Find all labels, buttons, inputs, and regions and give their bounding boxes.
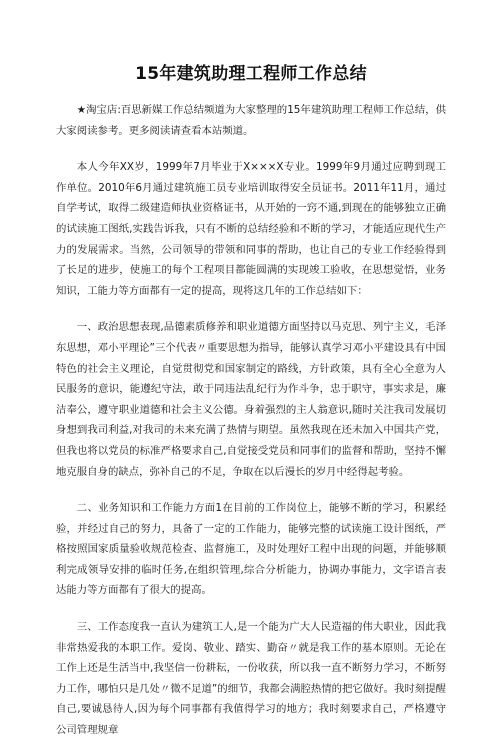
intro-paragraph: ★淘宝店:百思新媒工作总结频道为大家整理的15年建筑助理工程师工作总结，供大家阅读参考。更多阅读请查看本站频道。 — [56, 104, 446, 137]
business-section-paragraph: 二、业务知识和工作能力方面1在目前的工作岗位上，能够不断的学习，积累经验，并经过自己的努力，具备了一定的工作能力，能够完整的试读施工设计图纸，严格按照国家质量验收规范检查、监督施工，及时处理好工程中出现的问题，并能够顺利完成领导安排的临时任务,在组织管理,综合分析能力，协调办事能力，文字语言表达能力等方面都有了很大的提高。 — [56, 502, 446, 597]
attitude-section-paragraph: 三、工作态度我一直认为建筑工人,是一个能为广大人民造福的伟大职业，因此我非常热爱我的本职工作。爱岗、敬业、踏实、勤奋〃就是我工作的基本原则。无论在工作上还是生活当中,我坚信一份耕耘，一份收获，所以我一直不断努力学习，不断努力工作，哪怕只是几处〃微不足道”的细节，我都会满腔热情的把它做好。我时刻提醒自己,要诚恳待人,因为每个同事都有我值得学习的地方；我时刻要求自己，严格遵守公司管理规章 — [56, 621, 446, 737]
background-paragraph: 本人今年XX岁，1999年7月毕业于X×××X专业。1999年9月通过应聘到现工作单位。2010年6月通过建筑施工员专业培训取得安全员证书。2011年11月，通过自学考试，取得二级建造师执业资格证书，从开始的一窍不通,到现在的能够独立正确的试读施工图纸,实践告诉我，只有不断的总结经验和不断的学习，才能适应现代生产力的发展需求。当然，公司领导的带领和同事的帮助，也让自己的专业工作经验得到了长足的进步，使施工的每个工程项目都能圆满的实现竣工验收，在思想觉悟，业务知识，工能力等方面都有一定的提高，现将这几年的工作总结如下： — [56, 161, 446, 297]
document-title: 15年建筑助理工程师工作总结 — [135, 64, 367, 84]
political-section-paragraph: 一、政治思想表现,品德素质修养和职业道德方面坚持以马克思、列宁主义，毛泽东思想，邓小平理论”三个代表〃重要思想为指导，能够认真学习邓小平建设具有中国特色的社会主义理论，自觉贯彻党和国家制定的路线，方针政策，具有全心全意为人民服务的意识，能遵纪守法，敢于同违法乱纪行为作斗争，忠于职守，事实求是，廉洁奉公，遵守职业道德和社会主义公德。身着强烈的主人翁意识,随时关注我司发展切身想到我司利益,对我司的未来充满了热情与期望。虽然我现在还未加入中国共产党，但我也将以党员的标准严格要求自己,自觉接受党员和同事们的监督和帮助，坚持不懈地克服自身的缺点，弥补自己的不足，争取在以后漫长的岁月中经得起考验。 — [56, 321, 446, 478]
